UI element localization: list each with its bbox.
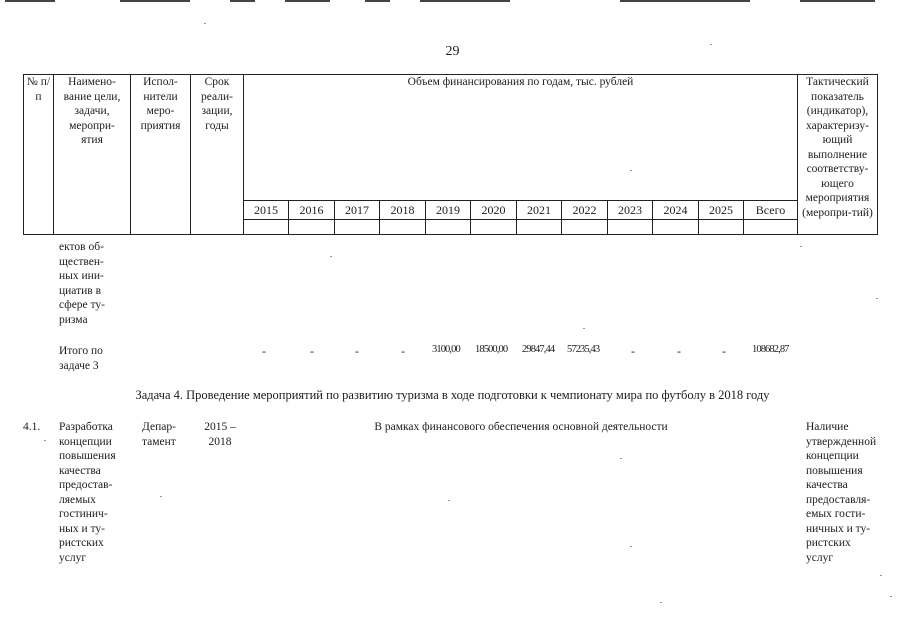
total-value-2018: - [401, 344, 405, 358]
scan-speck [800, 246, 802, 247]
year-spacer [244, 220, 289, 235]
top-rule-fragment [230, 0, 255, 2]
continuation-name: ектов об- ществен- ных ини- циатив в сфере ту- ризма [59, 241, 105, 326]
scan-speck [44, 440, 46, 441]
scan-speck [660, 602, 662, 603]
scan-speck [204, 23, 206, 24]
total-value-sum: 108682,87 [752, 344, 789, 355]
total-value-2016: - [310, 344, 314, 358]
header-num: № п/п [24, 75, 54, 235]
year-spacer [653, 220, 699, 235]
header-executor: Испол-нители меро-приятия [131, 75, 191, 235]
year-header: 2019 [426, 201, 471, 220]
total-value-2024: - [677, 344, 681, 358]
year-header: 2023 [608, 201, 653, 220]
year-header: 2021 [517, 201, 562, 220]
top-rule-fragment [285, 0, 330, 2]
total-value-2020: 18500,00 [475, 344, 508, 355]
header-funding: Объем финансирования по годам, тыс. рублей [244, 75, 798, 201]
year-header: 2022 [562, 201, 608, 220]
row-4-1-number: 4.1. [23, 421, 41, 433]
year-spacer [471, 220, 517, 235]
scan-speck [583, 328, 585, 329]
total-label: Итого по задаче 3 [59, 345, 103, 372]
scan-speck [448, 500, 450, 501]
row-4-1-name: Разработка концепции повышения качества предостав- ляемых гостинич- ных и ту- ристских услуг [59, 421, 116, 564]
header-indicator: Тактический показатель (индикатор), характеризу-ющий выполнение соответству-ющего мероприятия (меропри-тий) [798, 75, 878, 235]
scan-speck [620, 458, 622, 459]
scan-speck [330, 256, 332, 257]
header-term: Срок реали-зации, годы [191, 75, 244, 235]
row-4-1-term: 2015 – 2018 [204, 421, 236, 448]
top-rule-fragment [5, 0, 55, 2]
year-spacer [562, 220, 608, 235]
header-name: Наимено-вание цели, задачи, меропри-ятия [54, 75, 131, 235]
year-header: 2020 [471, 201, 517, 220]
top-rule-fragment [420, 0, 510, 2]
scan-speck [160, 496, 162, 497]
year-spacer [380, 220, 426, 235]
year-header: 2024 [653, 201, 699, 220]
top-rule-fragment [620, 0, 750, 2]
year-header: Всего [744, 201, 798, 220]
scan-speck [630, 170, 632, 171]
task-4-title: Задача 4. Проведение мероприятий по развитию туризма в ходе подготовки к чемпионату мира по футболу в 2018 году [135, 388, 770, 402]
row-4-1-executor: Депар- тамент [142, 421, 176, 448]
top-rule-fragment [800, 0, 875, 2]
year-header: 2017 [335, 201, 380, 220]
top-rule-fragment [120, 0, 190, 2]
year-spacer [608, 220, 653, 235]
year-spacer [289, 220, 335, 235]
top-rule-fragment [365, 0, 390, 2]
scan-speck [710, 44, 712, 45]
row-4-1-indicator: Наличие утвержденной концепции повышения качества предоставля- емых гости- ничных и ту- ристских услуг [806, 421, 877, 564]
year-spacer [426, 220, 471, 235]
total-value-2019: 3100,00 [432, 344, 460, 355]
total-value-2017: - [355, 344, 359, 358]
year-spacer [335, 220, 380, 235]
total-value-2021: 29847,44 [522, 344, 555, 355]
year-header: 2015 [244, 201, 289, 220]
year-spacer [699, 220, 744, 235]
year-spacer [744, 220, 798, 235]
total-value-2023: - [631, 344, 635, 358]
scan-speck [880, 575, 882, 576]
scan-speck [630, 546, 632, 547]
year-header: 2016 [289, 201, 335, 220]
page-number: 29 [445, 44, 460, 59]
total-value-2015: - [262, 344, 266, 358]
total-value-2025: - [722, 344, 726, 358]
year-spacer [517, 220, 562, 235]
scan-speck [890, 596, 892, 597]
year-header: 2025 [699, 201, 744, 220]
row-4-1-funding: В рамках финансового обеспечения основной деятельности [374, 421, 668, 433]
total-value-2022: 57235,43 [567, 344, 600, 355]
year-header: 2018 [380, 201, 426, 220]
header-table [23, 74, 878, 235]
scan-speck [876, 298, 878, 299]
